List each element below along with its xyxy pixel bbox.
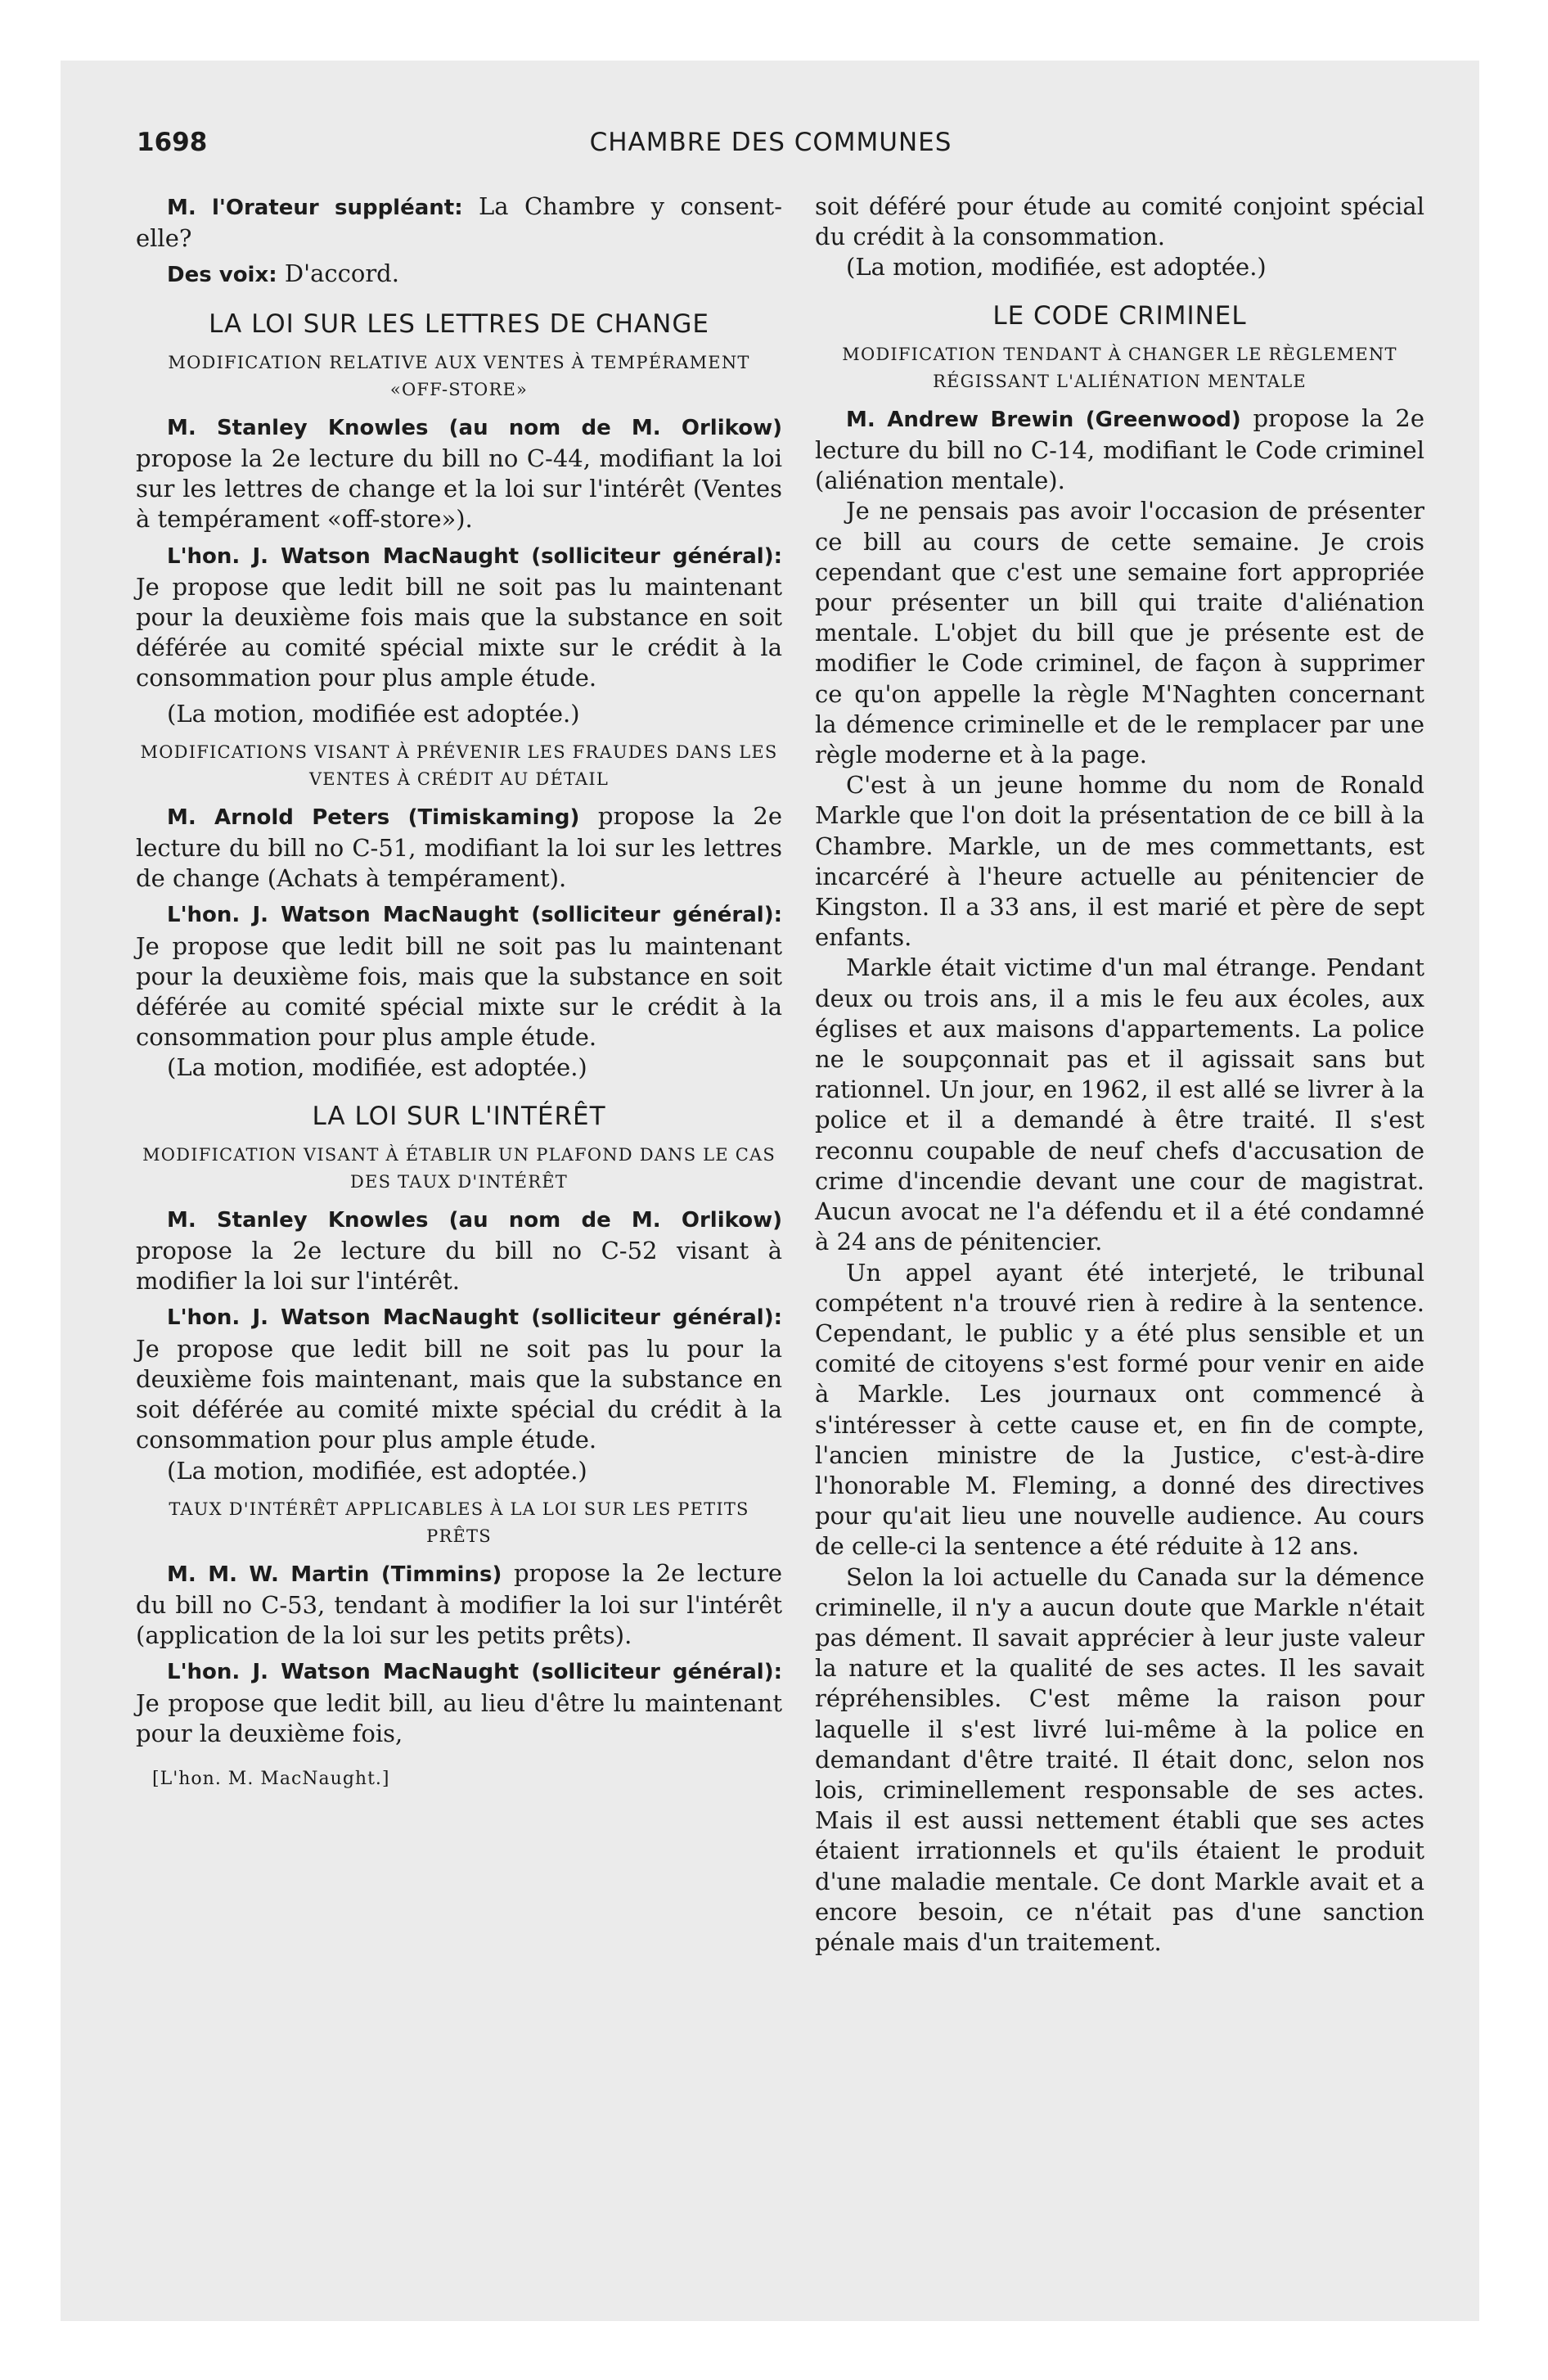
motion-result: (La motion, modifiée, est adoptée.) [167,1456,587,1485]
speaker: M. Andrew Brewin (Greenwood) [846,407,1241,432]
right-column [815,192,1424,1958]
left-column [136,192,782,1794]
speech-text: propose la 2e lecture du bill no C-53, tendant à modifier la loi sur l'intérêt (application de la loi sur les petits prêts). [136,1558,782,1650]
paragraph [136,412,782,535]
speaker-footer: [L'hon. M. MacNaught.] [152,1768,390,1789]
speaker: M. Arnold Peters (Timiskaming) [167,805,580,830]
speech-text: D'accord. [277,259,399,288]
paragraph [136,1301,782,1455]
speaker: M. l'Orateur suppléant: [167,196,463,220]
speech-text: propose la 2e lecture du bill no C-52 visant à modifier la loi sur l'intérêt. [136,1237,782,1296]
paragraph: Selon la loi actuelle du Canada sur la démence criminelle, il n'y a aucun doute que Markle n'était pas dément. Il savait apprécier à leur juste valeur la nature et la qualité de ses actes. Il les savait répréhensibles. C'est même la raison pour laquelle il s'est livré lui-même à la police en demandant d'être traité. Il était donc, selon nos lois, criminellement responsable de ses actes. Mais il est aussi nettement établi que ses actes étaient irrationnels et qu'ils étaient le produit d'une maladie mentale. Ce dont Markle avait et a encore besoin, ce n'était pas d'une sanction pénale mais d'un traitement. [815,1562,1424,1956]
speaker: M. Stanley Knowles (au nom de M. Orlikow) [167,415,782,440]
paragraph [815,403,1424,497]
running-head [137,128,1405,164]
speech-text: propose la 2e lecture du bill no C-14, modifiant le Code criminel (aliénation mentale). [815,403,1424,495]
speaker: Des voix: [167,263,277,288]
section-subheading: MODIFICATION RELATIVE AUX VENTES À TEMPÉRAMENT «OFF-STORE» [168,352,750,399]
speech-text: Je propose que ledit bill, au lieu d'être lu maintenant pour la deuxième fois, [136,1688,782,1747]
paragraph: C'est à un jeune homme du nom de Ronald Markle que l'on doit la présentation de ce bill à la Chambre. Markle, un de mes commettants, est incarcéré à l'heure actuelle au pénitencier de Kingston. Il a 33 ans, il est marié et père de sept enfants. [815,771,1424,952]
paragraph: Un appel ayant été interjeté, le tribunal compétent n'a trouvé rien à redire à la sentence. Cependant, le public y a été plus sensible et un comité de citoyens s'est formé pour venir en aide à Markle. Les journaux ont commencé à s'intéresser à cette cause et, en fin de compte, l'ancien ministre de la Justice, c'est-à-dire l'honorable M. Fleming, a donné des directives pour qu'ait lieu une nouvelle audience. Au cours de celle-ci la sentence a été réduite à 12 ans. [815,1258,1424,1561]
section-heading: LA LOI SUR L'INTÉRÊT [312,1101,606,1131]
speech-text: Je propose que ledit bill ne soit pas lu pour la deuxième fois maintenant, mais que la substance en soit déférée au comité mixte spécial du crédit à la consommation pour plus ample étude. [136,1334,782,1454]
speech-text: La Chambre y consent-elle? [136,192,782,253]
speaker: M. Stanley Knowles (au nom de M. Orlikow) [167,1207,782,1233]
paragraph [136,1204,782,1297]
document-page [61,61,1479,2321]
paragraph [136,1656,782,1749]
speaker: M. M. W. Martin (Timmins) [167,1562,502,1587]
speaker: L'hon. J. Watson MacNaught (solliciteur général): [167,903,782,928]
section-subheading: MODIFICATIONS VISANT À PRÉVENIR LES FRAUDES DANS LES VENTES À CRÉDIT AU DÉTAIL [140,741,778,789]
speaker: L'hon. J. Watson MacNaught (solliciteur général): [167,543,782,569]
paragraph [136,801,782,895]
paragraph: Je ne pensais pas avoir l'occasion de présenter ce bill au cours de cette semaine. Je crois cependant que c'est une semaine fort appropriée pour présenter un bill qui traite d'aliénation mentale. L'objet du bill que je présente est de modifier le Code criminel, de façon à supprimer ce qu'on appelle la règle M'Naghten concernant la démence criminelle et de le remplacer par une règle moderne et à la page. [815,497,1424,769]
paragraph [136,899,782,1053]
speech-text: propose la 2e lecture du bill no C-51, modifiant la loi sur les lettres de change (Achats à tempérament). [136,801,782,893]
section-subheading: TAUX D'INTÉRÊT APPLICABLES À LA LOI SUR LES PETITS PRÊTS [169,1499,749,1546]
speech-text: Je propose que ledit bill ne soit pas lu maintenant pour la deuxième fois, mais que la substance en soit déférée au comité spécial mixte sur le crédit à la consommation pour plus ample étude. [136,931,782,1052]
section-subheading: MODIFICATION TENDANT À CHANGER LE RÈGLEMENT RÉGISSANT L'ALIÉNATION MENTALE [842,344,1397,391]
section-subheading: MODIFICATION VISANT À ÉTABLIR UN PLAFOND DANS LE CAS DES TAUX D'INTÉRÊT [142,1144,776,1192]
page-title: CHAMBRE DES COMMUNES [589,128,952,157]
paragraph [136,540,782,694]
paragraph [136,259,782,291]
motion-result: (La motion, modifiée est adoptée.) [167,699,580,728]
page-number: 1698 [137,128,208,157]
motion-result: (La motion, modifiée, est adoptée.) [167,1053,587,1082]
paragraph [136,192,782,254]
paragraph: soit déféré pour étude au comité conjoint spécial du crédit à la consommation. [815,192,1424,251]
speaker: L'hon. J. Watson MacNaught (solliciteur général): [167,1660,782,1685]
speech-text: propose la 2e lecture du bill no C-44, modifiant la loi sur les lettres de change et la loi sur l'intérêt (Ventes à tempérament «off-store»). [136,444,782,534]
paragraph [136,1558,782,1652]
paragraph: Markle était victime d'un mal étrange. Pendant deux ou trois ans, il a mis le feu aux écoles, aux églises et aux maisons d'appartements. La police ne le soupçonnait pas et il agissait sans but rationnel. Un jour, en 1962, il est allé se livrer à la police et il a demandé à être traité. Il s'est reconnu coupable de neuf chefs d'accusation de crime d'incendie devant une cour de magistrat. Aucun avocat ne l'a défendu et il a été condamné à 24 ans de pénitencier. [815,953,1424,1256]
section-heading: LA LOI SUR LES LETTRES DE CHANGE [209,309,709,339]
section-heading: LE CODE CRIMINEL [992,300,1247,331]
motion-result: (La motion, modifiée, est adoptée.) [846,253,1267,282]
speaker: L'hon. J. Watson MacNaught (solliciteur général): [167,1305,782,1331]
speech-text: Je propose que ledit bill ne soit pas lu maintenant pour la deuxième fois mais que la substance en soit déférée au comité spécial mixte sur le crédit à la consommation pour plus ample étude. [136,572,782,692]
